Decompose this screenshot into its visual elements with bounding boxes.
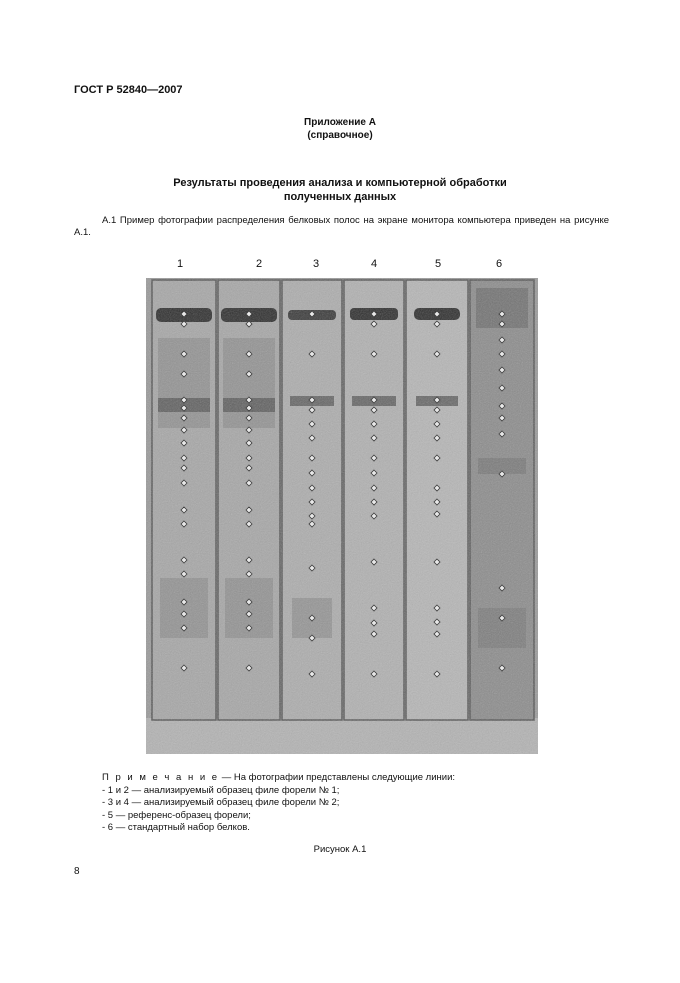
page-number: 8: [74, 866, 80, 877]
gel-grain-overlay: [146, 278, 538, 754]
annex-title: Приложение А: [304, 117, 376, 128]
lane-number: 6: [495, 258, 503, 270]
note-item: - 3 и 4 — анализируемый образец филе форели № 2;: [102, 797, 340, 808]
figure-note: [102, 772, 455, 835]
note-intro: — На фотографии представлены следующие линии:: [219, 772, 456, 783]
lane-number: 2: [255, 258, 263, 270]
body-paragraph: [74, 215, 609, 239]
note-item: - 1 и 2 — анализируемый образец филе форели № 1;: [102, 784, 340, 796]
section-title-line1: Результаты проведения анализа и компьютерной обработки: [173, 177, 507, 189]
lane-number: 1: [176, 258, 184, 270]
electrophoresis-gel-photo: [146, 278, 538, 754]
figure-caption: Рисунок А.1: [313, 844, 367, 855]
lane-number: 3: [312, 258, 320, 270]
annex-heading: [0, 116, 680, 142]
note-lead: П р и м е ч а н и е: [102, 772, 220, 783]
lane-number: 5: [434, 258, 442, 270]
lane-number: 4: [370, 258, 378, 270]
note-item: - 6 — стандартный набор белков.: [102, 822, 250, 833]
document-code: ГОСТ Р 52840—2007: [74, 84, 183, 96]
section-heading: [0, 176, 680, 204]
paragraph-text: А.1 Пример фотографии распределения белковых полос на экране монитора компьютера приведен на рисунке А.1.: [74, 215, 609, 238]
annex-subtitle: (справочное): [307, 130, 373, 141]
section-title-line2: полученных данных: [283, 191, 397, 203]
note-item: - 5 — референс-образец форели;: [102, 809, 251, 821]
lane-number-row: [146, 258, 538, 272]
